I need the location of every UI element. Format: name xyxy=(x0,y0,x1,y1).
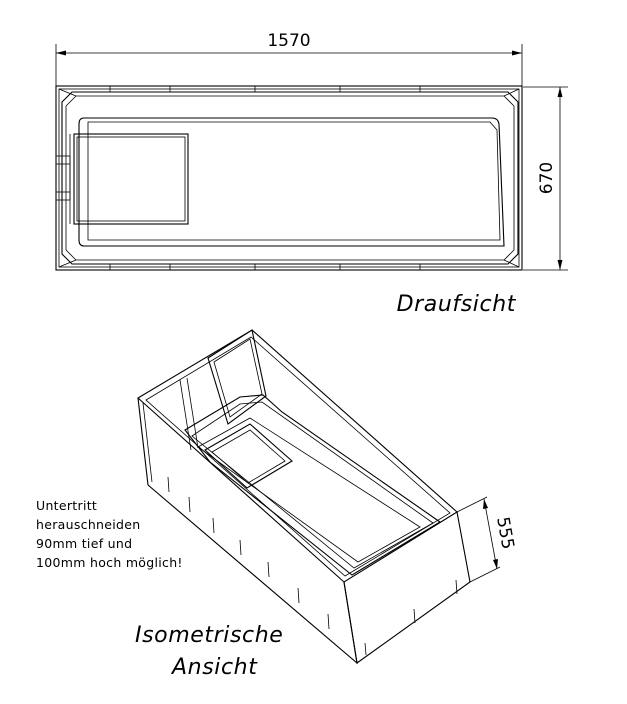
cutout-note-line: 100mm hoch möglich! xyxy=(36,555,183,570)
length-dimension xyxy=(56,31,522,86)
iso-caption-line1: Isometrische xyxy=(135,623,284,648)
iso-head-wall xyxy=(208,330,266,424)
height-dimension xyxy=(457,497,518,582)
cutout-note xyxy=(36,498,183,570)
width-dimension-label: 670 xyxy=(537,161,557,195)
width-dimension xyxy=(523,87,568,270)
cutout-note-line: 90mm tief und xyxy=(36,536,133,551)
tub-outer-rim xyxy=(56,86,522,270)
top-view-caption: Draufsicht xyxy=(396,292,516,317)
top-view xyxy=(56,31,568,317)
height-dimension-label: 555 xyxy=(492,515,518,551)
length-dimension-label: 1570 xyxy=(267,31,311,51)
isometric-view xyxy=(36,330,518,680)
cutout-note-line: herauschneiden xyxy=(36,517,141,532)
iso-rim-outer xyxy=(138,330,457,582)
cutout-note-line: Untertritt xyxy=(36,498,98,513)
iso-caption-line2: Ansicht xyxy=(172,655,258,680)
rim-markers xyxy=(110,86,420,270)
iso-basin-rim xyxy=(185,395,440,575)
step-cutout xyxy=(74,134,188,224)
